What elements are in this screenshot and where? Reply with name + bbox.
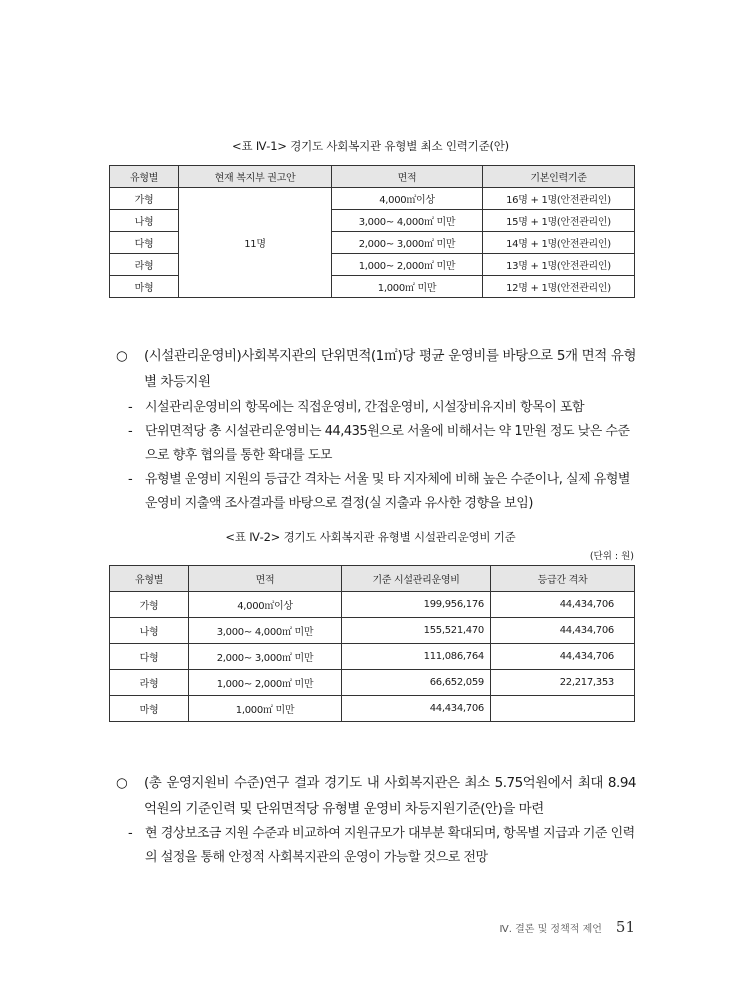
table2-cell-type: 다형	[110, 644, 189, 670]
table2-cell-cost: 155,521,470	[342, 618, 491, 644]
dash-marker: -	[128, 424, 133, 439]
section1-text: (시설관리운영비)사회복지관의 단위면적(1㎡)당 평균 운영비를 바탕으로 5개 면적 유형별 차등지원	[144, 348, 636, 390]
table1-cell-recommend: 11명	[179, 188, 332, 298]
section1-paragraph	[116, 343, 636, 395]
table1-cell-type: 마형	[110, 276, 179, 298]
table2-cell-area: 2,000~ 3,000㎡ 미만	[189, 644, 342, 670]
table2-cell-type: 가형	[110, 592, 189, 618]
list-item-text: 시설관리운영비의 항목에는 직접운영비, 간접운영비, 시설장비유지비 항목이 포함	[145, 400, 585, 415]
list-item	[128, 468, 636, 516]
table2-cell-type: 라형	[110, 670, 189, 696]
table2-cell-area: 1,000~ 2,000㎡ 미만	[189, 670, 342, 696]
list-item	[128, 420, 636, 468]
table1-header-row	[110, 166, 635, 188]
table1-caption: <표 Ⅳ-1> 경기도 사회복지관 유형별 최소 인력기준(안)	[232, 139, 509, 153]
table2-cell-cost: 44,434,706	[342, 696, 491, 722]
table2-cell-gap: 44,434,706	[491, 618, 635, 644]
table2-cell-type: 나형	[110, 618, 189, 644]
table-row	[110, 670, 635, 696]
table1-header: 유형별	[110, 166, 179, 188]
table-row	[110, 644, 635, 670]
table2-cell-cost: 66,652,059	[342, 670, 491, 696]
footer-section-title: Ⅳ. 결론 및 정책적 제언	[499, 924, 602, 935]
bullet-circle: ○	[116, 348, 128, 364]
page-number: 51	[615, 918, 635, 936]
table2-header: 등급간 격차	[491, 566, 635, 592]
table1-cell-area: 2,000~ 3,000㎡ 미만	[332, 232, 483, 254]
table2-cell-gap: 44,434,706	[491, 592, 635, 618]
table2-header: 면적	[189, 566, 342, 592]
table2-cell-gap: 44,434,706	[491, 644, 635, 670]
table1-cell-area: 4,000㎡이상	[332, 188, 483, 210]
table2-header-row	[110, 566, 635, 592]
table2	[109, 565, 635, 722]
list-item	[128, 396, 636, 420]
table1-header: 기본인력기준	[483, 166, 635, 188]
table1-cell-area: 3,000~ 4,000㎡ 미만	[332, 210, 483, 232]
table1-cell-type: 나형	[110, 210, 179, 232]
table1	[109, 165, 635, 298]
bullet-circle: ○	[116, 775, 128, 791]
table1-header: 면적	[332, 166, 483, 188]
table-row	[110, 592, 635, 618]
table2-cell-cost: 199,956,176	[342, 592, 491, 618]
table2-cell-gap	[491, 696, 635, 722]
dash-marker: -	[128, 826, 133, 841]
table1-cell-area: 1,000㎡ 미만	[332, 276, 483, 298]
table-row	[110, 696, 635, 722]
table1-cell-type: 라형	[110, 254, 179, 276]
table1-cell-staff: 16명 + 1명(안전관리인)	[483, 188, 635, 210]
table2-cell-area: 3,000~ 4,000㎡ 미만	[189, 618, 342, 644]
section2-text: (총 운영지원비 수준)연구 결과 경기도 내 사회복지관은 최소 5.75억원에서 최대 8.94억원의 기준인력 및 단위면적당 유형별 운영비 차등지원기준(안)을 마련	[144, 775, 636, 817]
table-row	[110, 618, 635, 644]
table2-cell-cost: 111,086,764	[342, 644, 491, 670]
section2-paragraph	[116, 770, 636, 822]
dash-marker: -	[128, 400, 133, 415]
table2-unit: (단위 : 원)	[589, 551, 634, 562]
table2-cell-area: 1,000㎡ 미만	[189, 696, 342, 722]
list-item	[128, 822, 636, 870]
table1-cell-staff: 14명 + 1명(안전관리인)	[483, 232, 635, 254]
table2-cell-type: 마형	[110, 696, 189, 722]
table1-header: 현재 복지부 권고안	[179, 166, 332, 188]
table2-cell-area: 4,000㎡이상	[189, 592, 342, 618]
dash-marker: -	[128, 472, 133, 487]
table1-cell-area: 1,000~ 2,000㎡ 미만	[332, 254, 483, 276]
table2-header: 기준 시설관리운영비	[342, 566, 491, 592]
table-row	[110, 188, 635, 210]
section2-list	[128, 822, 636, 870]
table1-cell-staff: 13명 + 1명(안전관리인)	[483, 254, 635, 276]
page-footer	[500, 918, 636, 936]
list-item-text: 유형별 운영비 지원의 등급간 격차는 서울 및 타 지자체에 비해 높은 수준이나, 실제 유형별 운영비 지출액 조사결과를 바탕으로 결정(실 지출과 유사한 경향을 보임)	[145, 472, 630, 511]
list-item-text: 현 경상보조금 지원 수준과 비교하여 지원규모가 대부분 확대되며, 항목별 지급과 기준 인력의 설정을 통해 안정적 사회복지관의 운영이 가능할 것으로 전망	[145, 826, 635, 865]
table2-cell-gap: 22,217,353	[491, 670, 635, 696]
list-item-text: 단위면적당 총 시설관리운영비는 44,435원으로 서울에 비해서는 약 1만원 정도 낮은 수준으로 향후 협의를 통한 확대를 도모	[145, 424, 630, 463]
table1-cell-staff: 12명 + 1명(안전관리인)	[483, 276, 635, 298]
table1-cell-staff: 15명 + 1명(안전관리인)	[483, 210, 635, 232]
table1-cell-type: 가형	[110, 188, 179, 210]
table2-caption: <표 Ⅳ-2> 경기도 사회복지관 유형별 시설관리운영비 기준	[225, 530, 516, 544]
table1-cell-type: 다형	[110, 232, 179, 254]
table2-header: 유형별	[110, 566, 189, 592]
section1-list	[128, 396, 636, 516]
